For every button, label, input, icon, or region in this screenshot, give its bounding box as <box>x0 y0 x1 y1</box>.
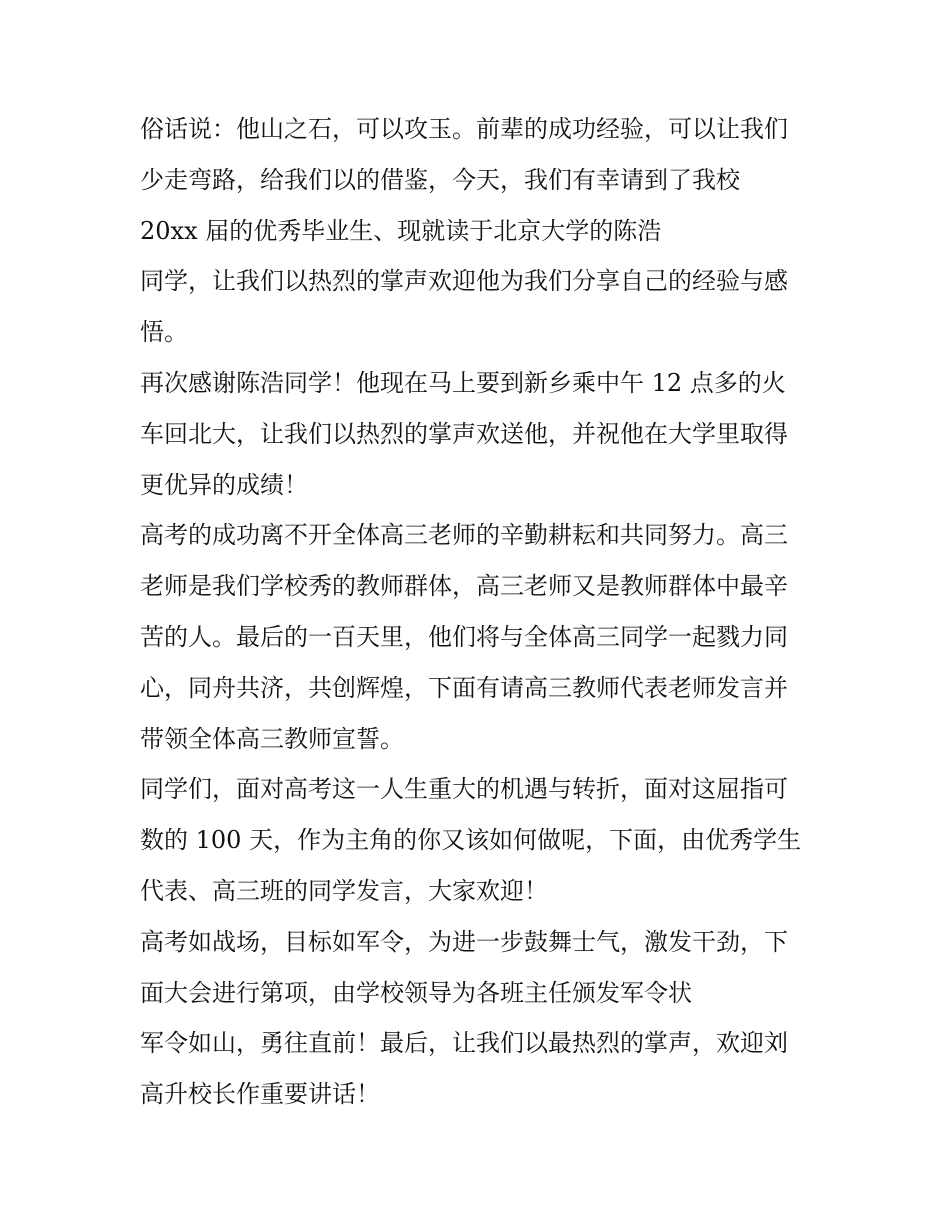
text-line: 高考如战场，目标如军令，为进一步鼓舞士气，激发干劲，下 <box>140 927 788 956</box>
text-line: 面大会进行第项，由学校领导为各班主任颁发军令状 <box>140 978 692 1007</box>
text-line: 悟。 <box>140 318 188 347</box>
text-line: 同学，让我们以热烈的掌声欢迎他为我们分享自己的经验与感 <box>140 267 788 296</box>
text-line: 数的 100 天，作为主角的你又该如何做呢，下面，由优秀学生 <box>140 826 802 855</box>
document-body <box>140 104 820 1120</box>
text-line: 同学们，面对高考这一人生重大的机遇与转折，面对这屈指可 <box>140 775 788 804</box>
text-line: 苦的人。最后的一百天里，他们将与全体高三同学一起戮力同 <box>140 622 788 651</box>
text-line: 代表、高三班的同学发言，大家欢迎！ <box>140 876 548 905</box>
text-line: 高升校长作重要讲话！ <box>140 1080 380 1109</box>
text-line: 再次感谢陈浩同学！他现在马上要到新乡乘中午 12 点多的火 <box>140 368 786 397</box>
text-line: 少走弯路，给我们以的借鉴，今天，我们有幸请到了我校 <box>140 165 740 194</box>
text-line: 20xx 届的优秀毕业生、现就读于北京大学的陈浩 <box>140 216 662 245</box>
text-line: 带领全体高三教师宣誓。 <box>140 724 404 753</box>
text-line: 俗话说：他山之石，可以攻玉。前辈的成功经验，可以让我们 <box>140 115 788 143</box>
text-line: 老师是我们学校秀的教师群体，高三老师又是教师群体中最辛 <box>140 572 788 601</box>
text-line: 心，同舟共济，共创辉煌，下面有请高三教师代表老师发言并 <box>140 673 788 702</box>
text-line: 更优异的成绩！ <box>140 470 308 499</box>
text-line: 高考的成功离不开全体高三老师的辛勤耕耘和共同努力。高三 <box>140 521 788 550</box>
text-line: 军令如山，勇往直前！最后，让我们以最热烈的掌声，欢迎刘 <box>140 1029 788 1058</box>
text-line: 车回北大，让我们以热烈的掌声欢送他，并祝他在大学里取得 <box>140 419 788 448</box>
